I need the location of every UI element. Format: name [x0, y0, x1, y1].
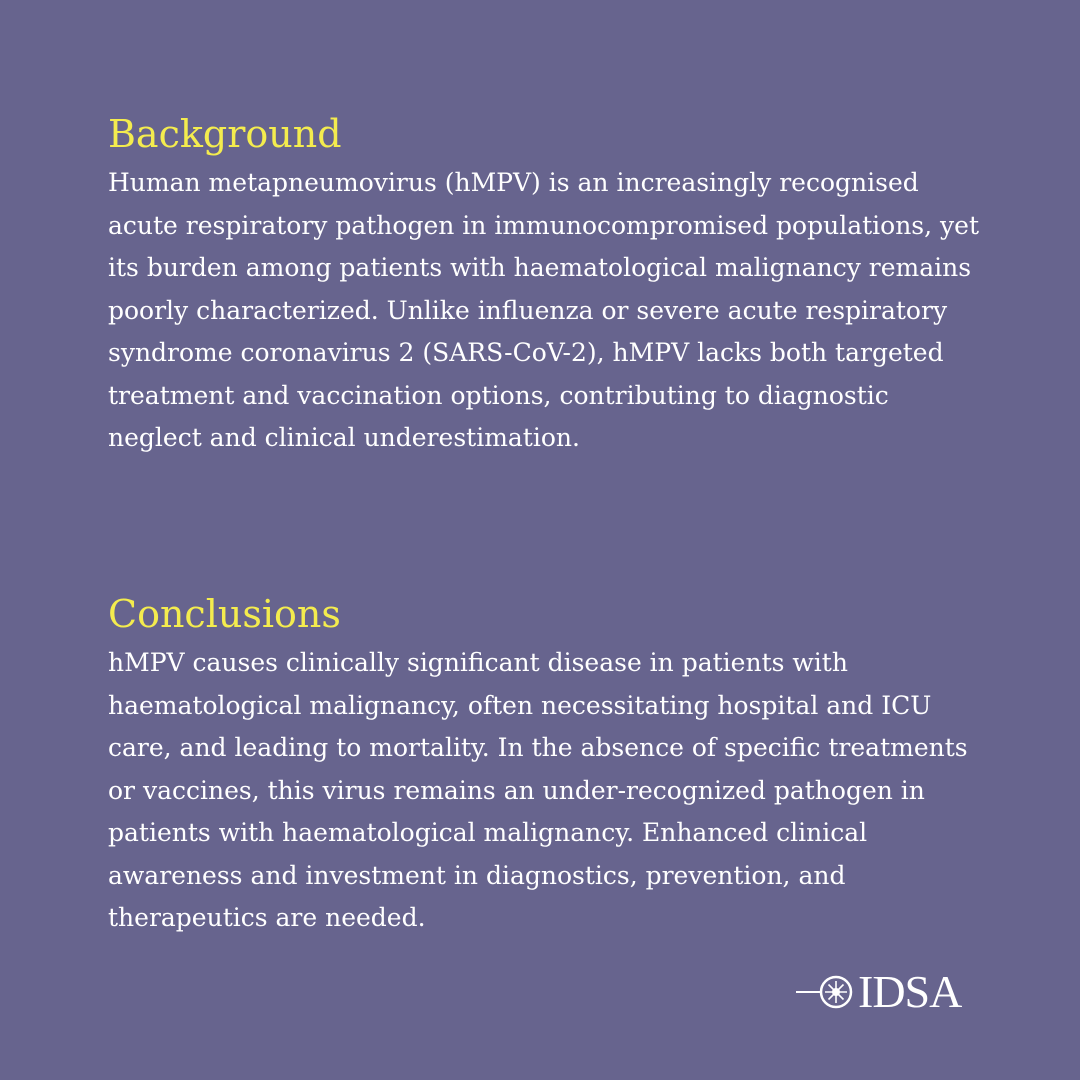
conclusions-heading: Conclusions — [108, 592, 341, 636]
conclusions-section — [108, 588, 988, 940]
idsa-logo — [796, 966, 961, 1018]
idsa-logo-text: IDSA — [858, 966, 962, 1017]
conclusions-text: hMPV causes clinically significant disease in patients with haematological malignancy, often necessitating hospital and ICU care, and leading to mortality. In the absence of specific treatments or vaccines, this virus remains an under-recognized pathogen in patients with haematological malignancy. Enhanced clinical awareness and investment in diagnostics, prevention, and therapeutics are needed. — [108, 648, 968, 932]
background-section — [108, 108, 988, 460]
background-text: Human metapneumovirus (hMPV) is an increasingly recognised acute respiratory pathogen in immunocompromised populations, yet its burden among patients with haematological malignancy remains poorly characterized. Unlike influenza or severe acute respiratory syndrome coronavirus 2 (SARS-CoV-2), hMPV lacks both targeted treatment and vaccination options, contributing to diagnostic neglect and clinical underestimation. — [108, 168, 979, 452]
idsa-star-icon — [796, 972, 856, 1012]
background-heading: Background — [108, 112, 342, 156]
